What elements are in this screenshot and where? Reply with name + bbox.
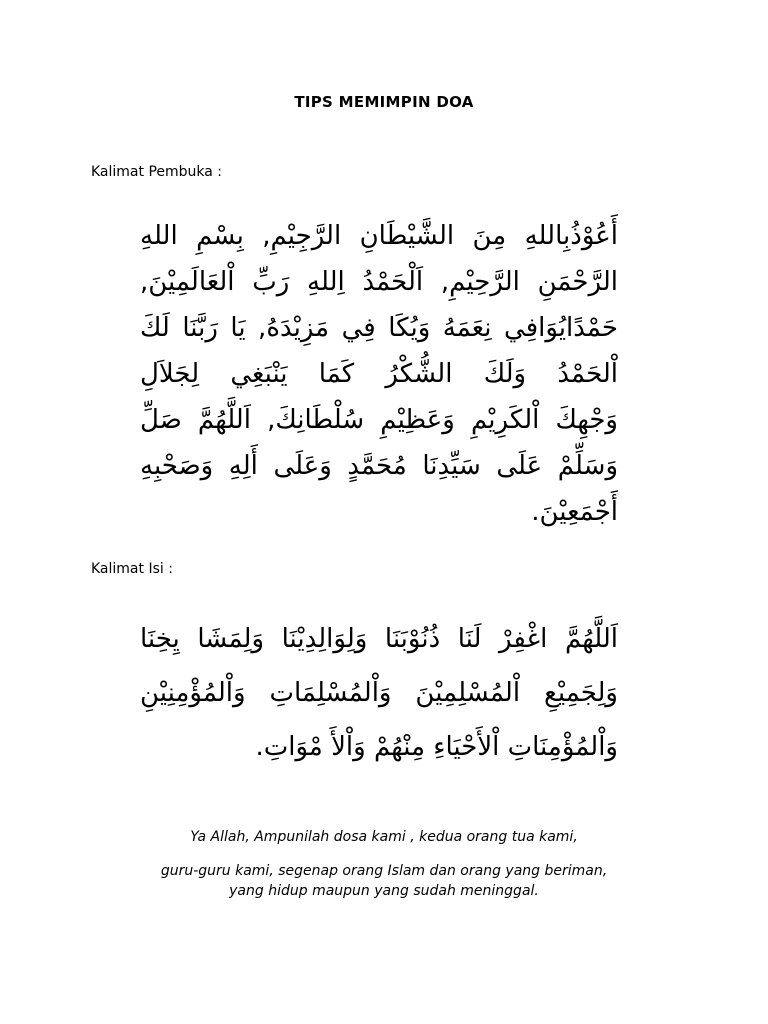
arabic-line: وَلِجَمِيْعِ اْلمُسْلِمِيْنَ وَاْلمُسْلِمَاتِ وَاْلمُؤْمِنِيْنِ: [140, 678, 618, 708]
translation-line-2: guru-guru kami, segenap orang Islam dan orang yang beriman,: [160, 863, 608, 879]
section-label-pembuka: Kalimat Pembuka :: [91, 164, 223, 180]
arabic-line: وَسَلِّمْ عَلَى سَيِّدِنَا مُحَمَّدٍ وَعَلَى أَلِهِ وَصَحْبِهِ: [140, 451, 618, 481]
page-title: TIPS MEMIMPIN DOA: [294, 93, 474, 111]
translation-line-1: Ya Allah, Ampunilah dosa kami , kedua orang tua kami,: [190, 829, 578, 845]
arabic-line: اْلحَمْدُ وَلَكَ الشُّكْرُ كَمَا يَنْبَغِي لِجَلاَلِ: [140, 359, 618, 389]
translation-line-3: yang hidup maupun yang sudah meninggal.: [229, 883, 539, 899]
arabic-line: الرَّحْمَنِ الرَّحِيْمِ, اَلْحَمْدُ اِللهِ رَبِّ اْلعَالَمِيْنَ,: [140, 267, 618, 297]
arabic-text-pembuka: [140, 213, 618, 535]
arabic-line: اَللَّهُمَّ اغْفِرْ لَنَا ذُنُوْبَنَا وَلِوَالِدِيْنَا وَلِمَشَا يِخِنَا: [140, 624, 618, 654]
arabic-line: حَمْدًايُوَافِي نِعَمَهُ وَيُكَا فِي مَزِيْدَهُ, يَا رَبَّنَا لَكَ: [140, 313, 618, 343]
arabic-text-isi: [140, 612, 618, 774]
arabic-line: وَاْلمُؤْمِنَاتِ اْلأَحْيَاءِ مِنْهُمْ وَاْلأَ مْوَاتِ.: [255, 732, 618, 762]
arabic-line: وَجْهِكَ اْلكَرِيْمِ وَعَظِيْمِ سُلْطَانِكَ, اَللَّهُمَّ صَلِّ: [140, 405, 618, 435]
section-label-isi: Kalimat Isi :: [91, 561, 173, 577]
arabic-line: أَجْمَعِيْنَ.: [531, 497, 618, 527]
arabic-line: أَعُوْذُبِاللهِ مِنَ الشَّيْطَانِ الرَّجِيْمِ, بِسْمِ اللهِ: [140, 221, 618, 251]
